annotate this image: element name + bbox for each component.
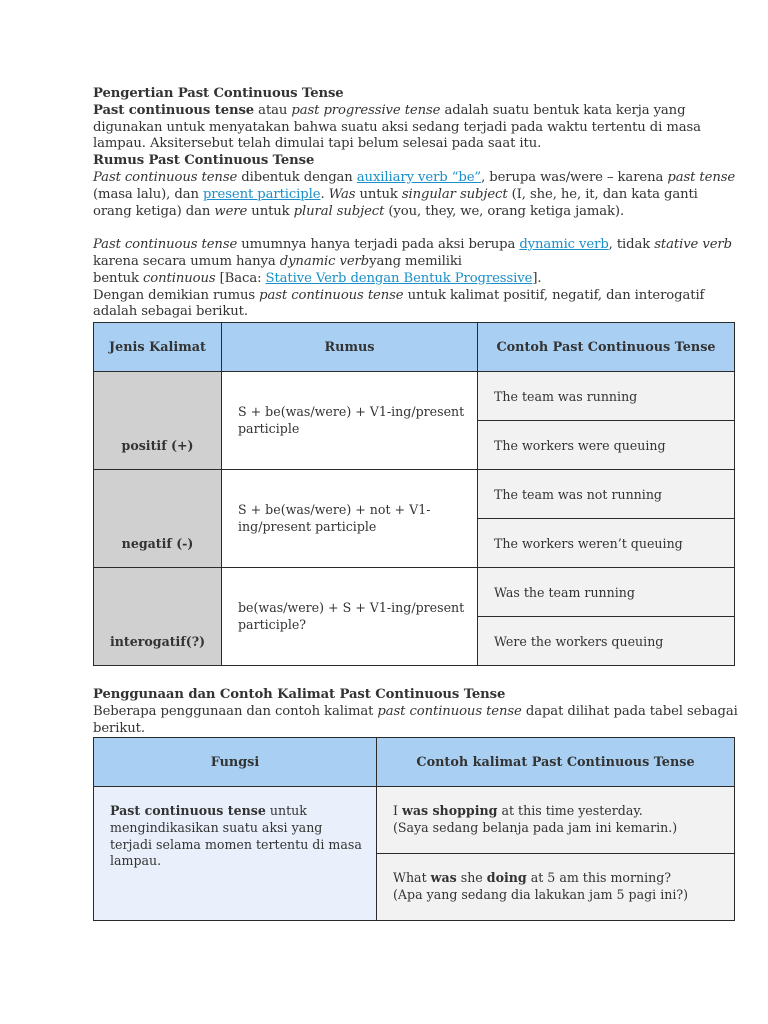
paragraph-rumus-1 <box>93 170 738 220</box>
text: at 5 am this morning? <box>526 870 672 886</box>
text: bentuk <box>93 270 144 286</box>
table-row <box>94 787 735 854</box>
text: she <box>456 870 487 886</box>
formula-cell: S + be(was/were) + V1-ing/present participle <box>222 372 478 470</box>
example-cell: The team was running <box>478 372 735 421</box>
table-row <box>94 372 735 421</box>
term-italic: past continuous tense <box>259 287 404 303</box>
text: untuk <box>247 203 294 219</box>
text: What <box>393 870 431 886</box>
term-italic: past tense <box>667 169 736 185</box>
text-bold: was <box>430 870 457 886</box>
text: at this time yesterday. <box>497 803 643 819</box>
text: yang memiliki <box>369 253 462 269</box>
sentence-type-cell: positif (+) <box>94 372 222 470</box>
text: (you, they, we, orang ketiga jamak). <box>384 203 625 219</box>
text: Beberapa penggunaan dan contoh kalimat <box>93 703 378 719</box>
header-contoh: Contoh Past Continuous Tense <box>478 323 735 372</box>
term-italic: singular subject <box>401 186 508 202</box>
paragraph-pengertian <box>93 103 738 153</box>
text-bold: was shopping <box>401 803 498 819</box>
text: Dengan demikian rumus <box>93 287 260 303</box>
example-cell: Were the workers queuing <box>478 617 735 666</box>
link-present-participle[interactable]: present participle <box>202 186 321 202</box>
term-italic: dynamic verb <box>279 253 370 269</box>
example-cell: The workers were queuing <box>478 421 735 470</box>
term-italic: Was <box>328 186 356 202</box>
text: , berupa was/were – karena <box>481 169 668 185</box>
header-fungsi: Fungsi <box>94 738 377 787</box>
header-jenis-kalimat: Jenis Kalimat <box>94 323 222 372</box>
text: untuk kalimat positif, negatif, dan interogatif adalah sebagai berikut. <box>93 287 705 320</box>
sentence-type-cell: interogatif(?) <box>94 568 222 666</box>
translation: (Saya sedang belanja pada jam ini kemarin.) <box>393 820 678 835</box>
header-rumus: Rumus <box>222 323 478 372</box>
table-row <box>94 568 735 617</box>
text: adalah suatu bentuk kata kerja yang digunakan untuk menyatakan bahwa suatu aksi sedang terjadi pada waktu tertentu di masa lampau. Aksitersebut telah dimulai tapi belum selesai pada saat itu. <box>93 102 701 152</box>
example-cell <box>377 854 735 921</box>
text: ]. <box>532 270 542 286</box>
blank-line <box>93 220 738 237</box>
term-italic: Past continuous tense <box>93 169 238 185</box>
link-auxiliary-verb[interactable]: auxiliary verb “be” <box>356 169 482 185</box>
term-italic: past progressive tense <box>291 102 441 118</box>
term-bold: Past continuous tense <box>110 803 266 818</box>
term-italic: stative verb <box>654 237 732 253</box>
formula-table <box>93 322 735 666</box>
sentence-type-cell: negatif (-) <box>94 470 222 568</box>
example-cell: Was the team running <box>478 568 735 617</box>
example-cell: The team was not running <box>478 470 735 519</box>
text: , tidak <box>608 237 655 253</box>
term-bold: Past continuous tense <box>93 102 255 118</box>
text: dapat dilihat pada tabel sebagai berikut. <box>93 703 738 736</box>
document-body-2 <box>93 687 738 737</box>
link-stative-verb[interactable]: Stative Verb dengan Bentuk Progressive <box>265 270 533 286</box>
text: untuk mengindikasikan suatu aksi yang terjadi selama momen tertentu di masa lampau. <box>110 803 362 869</box>
term-italic: Past continuous tense <box>93 237 238 253</box>
heading-penggunaan: Penggunaan dan Contoh Kalimat Past Continuous Tense <box>93 687 506 702</box>
paragraph-penggunaan <box>93 704 738 738</box>
text: karena secara umum hanya <box>93 253 280 269</box>
heading-rumus: Rumus Past Continuous Tense <box>93 153 315 169</box>
paragraph-rumus-2 <box>93 237 738 287</box>
term-italic: continuous <box>143 270 216 286</box>
link-dynamic-verb[interactable]: dynamic verb <box>519 237 609 253</box>
table-header-row <box>94 738 735 787</box>
text: [Baca: <box>215 270 266 286</box>
term-italic: past continuous tense <box>377 703 522 719</box>
text-bold: doing <box>486 870 527 886</box>
text: (I, she, he, it, dan kata ganti orang ketiga) dan <box>93 186 698 219</box>
formula-cell: be(was/were) + S + V1-ing/present participle? <box>222 568 478 666</box>
heading-pengertian: Pengertian Past Continuous Tense <box>93 86 344 101</box>
header-contoh-kalimat: Contoh kalimat Past Continuous Tense <box>377 738 735 787</box>
term-italic: plural subject <box>293 203 385 219</box>
translation: (Apa yang sedang dia lakukan jam 5 pagi ini?) <box>393 887 689 902</box>
formula-cell: S + be(was/were) + not + V1-ing/present participle <box>222 470 478 568</box>
term-italic: were <box>214 203 248 219</box>
function-cell <box>94 787 377 921</box>
text: atau <box>254 102 292 118</box>
text: umumnya hanya terjadi pada aksi berupa <box>237 237 520 253</box>
document-body <box>93 86 738 321</box>
example-cell <box>377 787 735 854</box>
text: . <box>320 186 329 202</box>
usage-table <box>93 737 735 921</box>
text: untuk <box>355 186 402 202</box>
table-header-row <box>94 323 735 372</box>
text: I <box>393 803 402 819</box>
table-row <box>94 470 735 519</box>
example-cell: The workers weren’t queuing <box>478 519 735 568</box>
text: (masa lalu), dan <box>93 186 203 202</box>
paragraph-rumus-3 <box>93 288 738 322</box>
text: dibentuk dengan <box>237 169 357 185</box>
